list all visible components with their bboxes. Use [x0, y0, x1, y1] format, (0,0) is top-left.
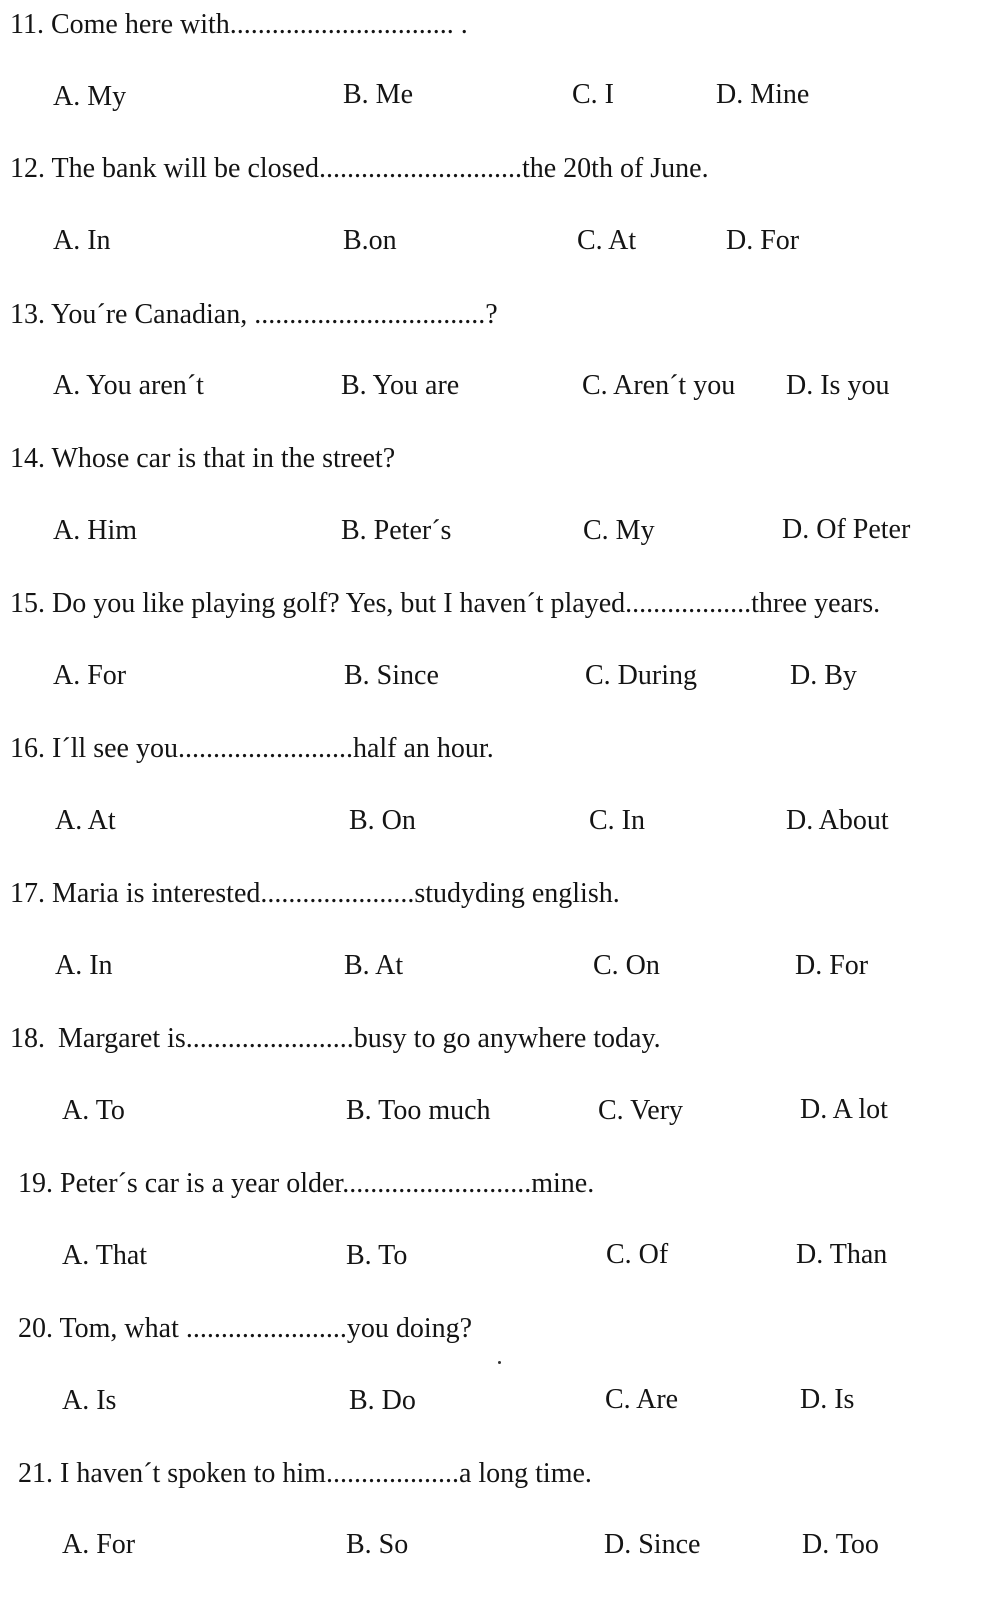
stray-mark [498, 1361, 501, 1364]
question-20 [18, 1312, 472, 1346]
question-text: I´ll see you.........................half an hour. [52, 733, 494, 764]
question-13-option-a: A. You aren´t [53, 370, 204, 401]
question-21-option-a: A. For [62, 1529, 136, 1560]
question-13-option-c: C. Aren´t you [582, 370, 736, 401]
question-19-option-c: C. Of [606, 1239, 669, 1270]
question-17 [10, 877, 620, 911]
question-19-option-b: B. To [346, 1240, 408, 1271]
question-text: Tom, what .......................you doing? [59, 1313, 473, 1344]
question-20-option-a: A. Is [62, 1385, 117, 1416]
question-text: Peter´s car is a year older...........................mine. [60, 1168, 595, 1199]
question-18 [10, 1022, 661, 1056]
question-11-option-a: A. My [53, 81, 127, 112]
question-15-option-a: A. For [53, 660, 127, 691]
question-11-option-c: C. I [572, 79, 614, 110]
question-text: Maria is interested......................studyding english. [52, 878, 620, 909]
question-number: 21. [18, 1458, 53, 1489]
question-12-option-d: D. For [726, 225, 800, 256]
question-15-option-c: C. During [585, 660, 697, 691]
question-number: 15. [10, 588, 45, 619]
question-number: 17. [10, 878, 45, 909]
question-20-option-d: D. Is [800, 1384, 855, 1415]
question-number: 20. [18, 1313, 53, 1344]
question-text: Margaret is........................busy to go anywhere today. [58, 1023, 661, 1054]
question-number: 11. [10, 9, 44, 40]
question-text: Come here with................................ . [50, 9, 468, 40]
question-text: The bank will be closed.............................the 20th of June. [51, 153, 709, 184]
question-12-option-b: B.on [343, 225, 397, 256]
question-18-option-b: B. Too much [346, 1095, 491, 1126]
question-17-option-a: A. In [55, 950, 113, 981]
question-text: You´re Canadian, .................................? [50, 299, 498, 330]
question-18-option-d: D. A lot [800, 1094, 888, 1125]
question-13 [10, 298, 498, 332]
question-12-option-a: A. In [53, 225, 111, 256]
question-17-option-b: B. At [344, 950, 404, 981]
question-14-option-d: D. Of Peter [782, 514, 911, 545]
question-20-option-b: B. Do [349, 1385, 416, 1416]
question-number: 18. [10, 1023, 45, 1054]
question-16-option-d: D. About [786, 805, 889, 836]
question-number: 16. [10, 733, 45, 764]
question-number: 12. [10, 153, 45, 184]
question-16 [10, 732, 494, 766]
question-number: 14. [10, 443, 45, 474]
question-20-option-c: C. Are [605, 1384, 679, 1415]
question-15-option-b: B. Since [344, 660, 439, 691]
question-number: 19. [18, 1168, 53, 1199]
question-21-option-d: D. Too [802, 1529, 879, 1560]
question-number: 13. [10, 299, 45, 330]
question-text: I haven´t spoken to him...................a long time. [60, 1458, 592, 1489]
question-12-option-c: C. At [577, 225, 637, 256]
question-18-option-a: A. To [62, 1095, 125, 1126]
question-15-option-d: D. By [790, 660, 857, 691]
question-11-option-d: D. Mine [716, 79, 810, 110]
question-14-option-a: A. Him [53, 515, 137, 546]
question-16-option-b: B. On [349, 805, 416, 836]
question-16-option-c: C. In [589, 805, 645, 836]
question-21 [18, 1457, 592, 1491]
question-13-option-d: D. Is you [786, 370, 890, 401]
question-text: Do you like playing golf? Yes, but I haven´t played..................three years. [52, 588, 881, 619]
question-18-option-c: C. Very [598, 1095, 684, 1126]
question-15 [10, 587, 880, 621]
question-19-option-d: D. Than [796, 1239, 888, 1270]
question-14-option-b: B. Peter´s [341, 515, 452, 546]
question-19-option-a: A. That [62, 1240, 148, 1271]
question-13-option-b: B. You are [341, 370, 460, 401]
question-14 [10, 442, 395, 476]
question-12 [10, 152, 709, 186]
question-14-option-c: C. My [583, 515, 655, 546]
question-17-option-d: D. For [795, 950, 869, 981]
question-text: Whose car is that in the street? [51, 443, 396, 474]
question-11 [10, 8, 468, 42]
question-11-option-b: B. Me [343, 79, 413, 110]
question-21-option-b: B. So [346, 1529, 409, 1560]
question-19 [18, 1167, 594, 1201]
question-21-option-c: D. Since [604, 1529, 701, 1560]
question-16-option-a: A. At [55, 805, 116, 836]
question-17-option-c: C. On [593, 950, 660, 981]
